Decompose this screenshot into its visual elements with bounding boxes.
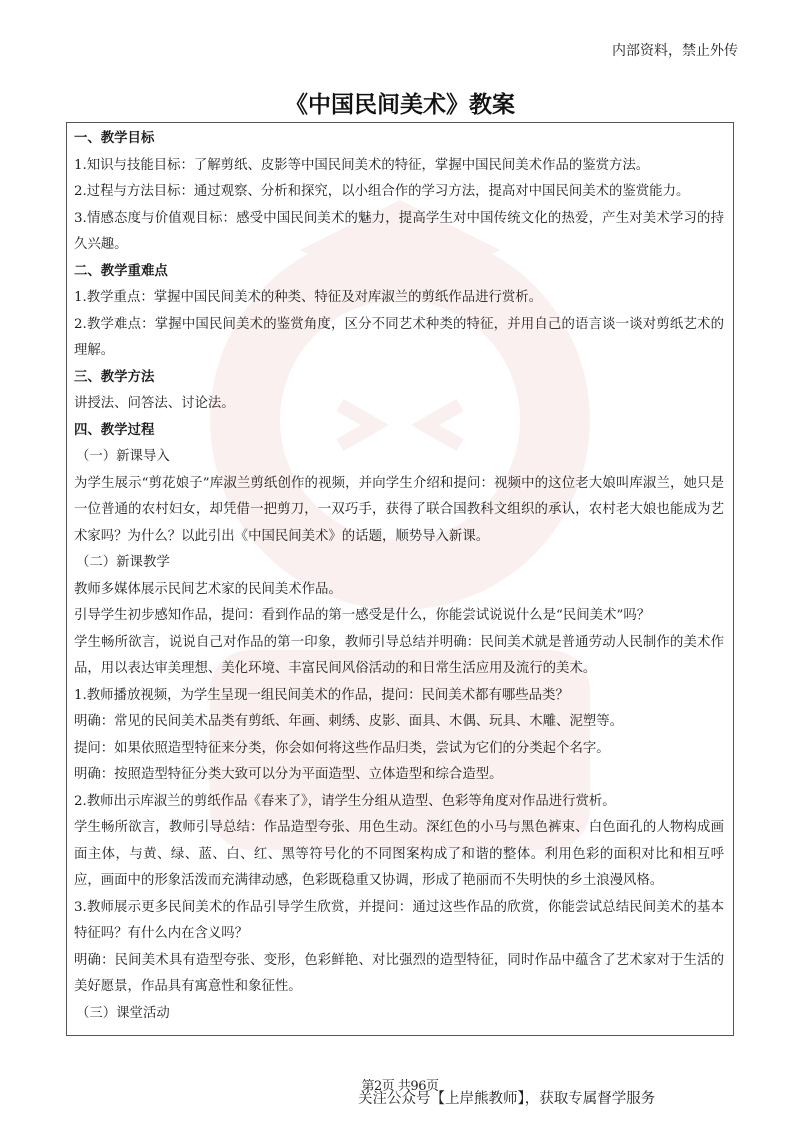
page-number: 第2页 共96页 bbox=[361, 1079, 439, 1094]
teaching-paragraph: 明确：按照造型特征分类大致可以分为平面造型、立体造型和综合造型。 bbox=[74, 767, 503, 782]
subsection-title-teaching: （二）新课教学 bbox=[76, 555, 170, 570]
document-title: 《中国民间美术》教案 bbox=[285, 92, 515, 118]
intro-paragraph: 为学生展示“剪花娘子”库淑兰剪纸创作的视频，并向学生介绍和提问：视频中的这位老大娘叫库淑兰，她只是一位普通的农村妇女，却凭借一把剪刀，一双巧手，获得了联合国教科文组织的承认，农村老大娘也能成为艺术家吗？为什么？以此引出《中国民间美术》的话题，顺势导入新课。 bbox=[74, 475, 724, 544]
teaching-paragraph: 3.教师展示更多民间美术的作品引导学生欣赏，并提问：通过这些作品的欣赏，你能尝试总结民间美术的基本特征吗？有什么内在含义吗？ bbox=[74, 899, 724, 941]
objective-item: 1.知识与技能目标：了解剪纸、皮影等中国民间美术的特征，掌握中国民间美术作品的鉴赏方法。 bbox=[74, 157, 650, 173]
teaching-paragraph: 明确：民间美术具有造型夸张、变形，色彩鲜艳、对比强烈的造型特征，同时作品中蕴含了艺术家对于生活的美好愿景，作品具有寓意性和象征性。 bbox=[74, 952, 724, 994]
subsection-title-intro: （一）新课导入 bbox=[76, 449, 170, 464]
section-heading-process: 四、教学过程 bbox=[74, 422, 155, 438]
teaching-paragraph: 学生畅所欲言，教师引导总结：作品造型夸张、用色生动。深红色的小马与黑色裤束、白色面孔的人物构成画面主体，与黄、绿、蓝、白、红、黑等符号化的不同图案构成了和谐的整体。利用色彩的面积对比和相互呼应，画面中的形象活泼而充满律动感，色彩既稳重又协调，形成了艳丽而不失明快的乡土浪漫风格。 bbox=[74, 820, 724, 888]
teaching-paragraph: 提问：如果依照造型特征来分类，你会如何将这些作品归类，尝试为它们的分类起个名字。 bbox=[74, 740, 610, 756]
teaching-paragraph: 教师多媒体展示民间艺术家的民间美术作品。 bbox=[74, 581, 342, 597]
lesson-plan-body bbox=[74, 126, 724, 1027]
method-item: 讲授法、问答法、讨论法。 bbox=[74, 396, 235, 411]
key-point-item: 2.教学难点：掌握中国民间美术的鉴赏角度，区分不同艺术种类的特征，并用自己的语言谈一谈对剪纸艺术的理解。 bbox=[74, 316, 724, 358]
teaching-paragraph: 2.教师出示库淑兰的剪纸作品《春来了》，请学生分组从造型、色彩等角度对作品进行赏析。 bbox=[74, 793, 616, 809]
section-heading-objectives: 一、教学目标 bbox=[74, 131, 155, 146]
teaching-paragraph: 引导学生初步感知作品，提问：看到作品的第一感受是什么，你能尝试说说什么是“民间美术”吗？ bbox=[74, 608, 651, 623]
teaching-paragraph: 明确：常见的民间美术品类有剪纸、年画、刺绣、皮影、面具、木偶、玩具、木雕、泥塑等。 bbox=[74, 714, 624, 729]
confidential-notice: 内部资料，禁止外传 bbox=[612, 43, 738, 59]
objective-item: 3.情感态度与价值观目标：感受中国民间美术的魅力，提高学生对中国传统文化的热爱，产生对美术学习的持久兴趣。 bbox=[74, 210, 724, 252]
key-point-item: 1.教学重点：掌握中国民间美术的种类、特征及对库淑兰的剪纸作品进行赏析。 bbox=[74, 290, 543, 305]
section-heading-key-points: 二、教学重难点 bbox=[74, 263, 168, 279]
subsection-title-activity: （三）课堂活动 bbox=[76, 1005, 170, 1021]
objective-item: 2.过程与方法目标：通过观察、分析和探究，以小组合作的学习方法，提高对中国民间美术的鉴赏能力。 bbox=[74, 184, 690, 199]
section-heading-methods: 三、教学方法 bbox=[74, 369, 155, 385]
teaching-paragraph: 1.教师播放视频，为学生呈现一组民间美术的作品，提问：民间美术都有哪些品类？ bbox=[74, 687, 569, 703]
footer-promo: 关注公众号【上岸熊教师】，获取专属督学服务 bbox=[358, 1091, 656, 1107]
teaching-paragraph: 学生畅所欲言，说说自己对作品的第一印象，教师引导总结并明确：民间美术就是普通劳动人民制作的美术作品，用以表达审美理想、美化环境、丰富民间风俗活动的和日常生活应用及流行的美术。 bbox=[74, 634, 724, 676]
